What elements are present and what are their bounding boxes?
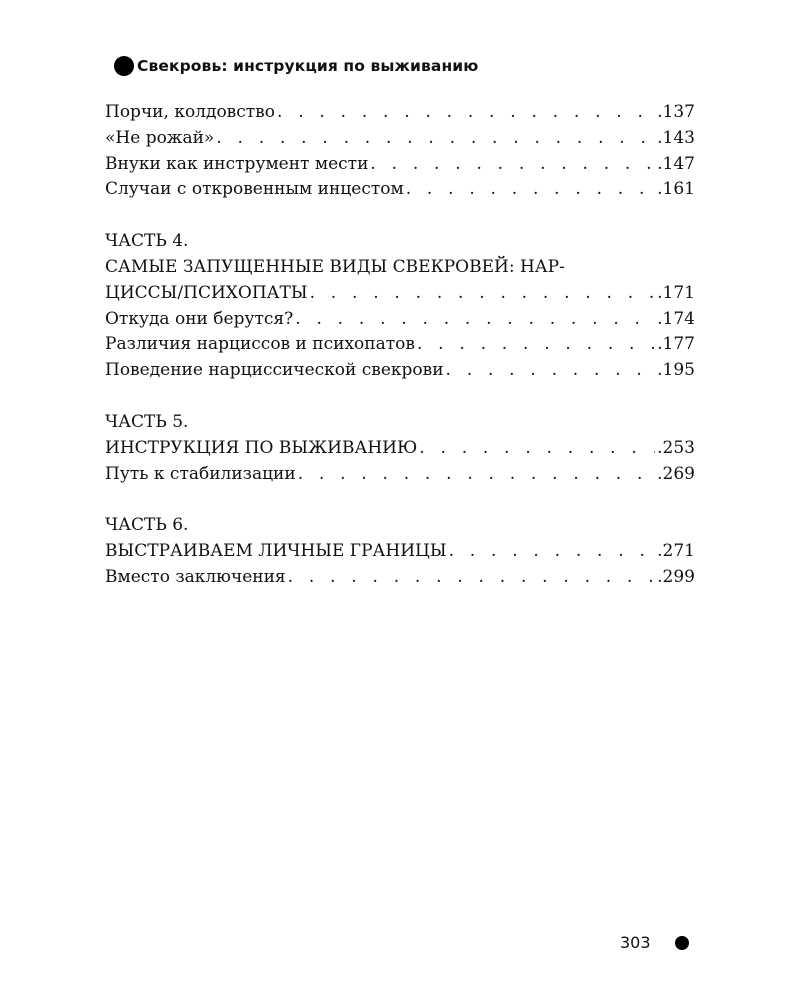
toc-entry-page: .253	[657, 437, 695, 458]
toc-entry-title: Случаи с откровенным инцестом	[105, 179, 404, 200]
toc-entry	[105, 152, 695, 178]
dot-leader	[295, 307, 655, 333]
section-gap	[105, 384, 695, 410]
dot-leader	[419, 436, 655, 462]
toc-entry-title: Внуки как инструмент мести	[105, 153, 369, 174]
toc-entry-title: «Не рожай»	[105, 127, 215, 148]
book-title: Свекровь: инструкция по выживанию	[137, 57, 479, 75]
part-label: ЧАСТЬ 6.	[105, 515, 189, 536]
section-gap	[105, 487, 695, 513]
toc-entry-page: .147	[657, 153, 695, 174]
toc-entry-title: Различия нарциссов и психопатов	[105, 334, 415, 355]
toc-entry-title: Поведение нарциссической свекрови	[105, 360, 444, 381]
dot-leader	[370, 152, 655, 178]
toc-entry-title: Откуда они берутся?	[105, 308, 294, 329]
toc-entry-page: .143	[657, 127, 695, 148]
toc-entry-title: Порчи, колдовство	[105, 102, 275, 122]
toc-entry	[105, 100, 695, 126]
dot-leader	[446, 358, 656, 384]
toc-entry	[105, 332, 695, 358]
section-gap	[105, 203, 695, 229]
page-footer	[620, 933, 689, 952]
toc-entry	[105, 462, 695, 488]
table-of-contents	[105, 100, 695, 591]
dot-leader	[288, 565, 655, 591]
dot-leader	[449, 539, 656, 565]
part-label: ЧАСТЬ 4.	[105, 231, 189, 252]
toc-entry	[105, 307, 695, 333]
bullet-icon	[675, 936, 689, 950]
toc-entry-title: Вместо заключения	[105, 566, 286, 587]
toc-part-entry	[105, 539, 695, 565]
toc-entry-title: Путь к стабилизации	[105, 463, 296, 484]
dot-leader	[417, 332, 655, 358]
toc-entry-page: .177	[657, 334, 695, 355]
dot-leader	[406, 177, 655, 203]
part-title: САМЫЕ ЗАПУЩЕННЫЕ ВИДЫ СВЕКРОВЕЙ: НАР-	[105, 256, 565, 277]
toc-entry	[105, 358, 695, 384]
dot-leader	[277, 100, 655, 126]
toc-entry	[105, 565, 695, 591]
part-title: ВЫСТРАИВАЕМ ЛИЧНЫЕ ГРАНИЦЫ	[105, 541, 447, 562]
dot-leader	[310, 281, 656, 307]
toc-entry-page: .171	[657, 282, 695, 303]
running-header	[114, 56, 478, 76]
toc-part-entry	[105, 281, 695, 307]
part-title: ИНСТРУКЦИЯ ПО ВЫЖИВАНИЮ	[105, 437, 418, 458]
toc-entry-page: .137	[657, 102, 695, 122]
bullet-icon	[114, 56, 134, 76]
toc-entry-page: .299	[657, 566, 695, 587]
dot-leader	[298, 462, 655, 488]
toc-entry-page: .174	[657, 308, 695, 329]
part-label: ЧАСТЬ 5.	[105, 411, 189, 432]
toc-entry-page: .271	[657, 541, 695, 562]
page-number: 303	[620, 933, 651, 952]
toc-part-entry	[105, 436, 695, 462]
toc-entry	[105, 126, 695, 152]
toc-entry-page: .269	[657, 463, 695, 484]
part-title-continued: ЦИССЫ/ПСИХОПАТЫ	[105, 282, 308, 303]
toc-entry-page: .195	[657, 360, 695, 381]
toc-entry-page: .161	[657, 179, 695, 200]
dot-leader	[216, 126, 655, 152]
toc-entry	[105, 177, 695, 203]
